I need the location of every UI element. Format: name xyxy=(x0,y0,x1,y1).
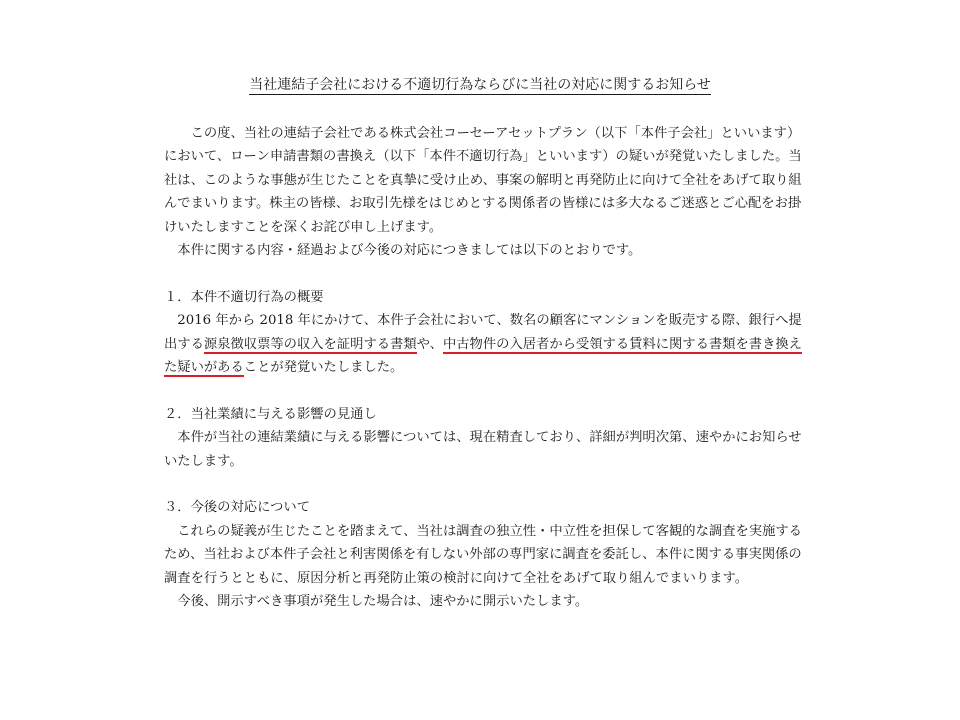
section3-closing-paragraph: 今後、開示すべき事項が発生した場合は、速やかに開示いたします。 xyxy=(177,594,589,610)
section2-paragraph: 本件が当社の連結業績に与える影響については、現在精査しており、詳細が判明次第、速やかにお知らせいたします。 xyxy=(164,430,802,469)
document-title-block xyxy=(0,76,960,94)
intro-paragraph: この度、当社の連結子会社である株式会社コーセーアセットプラン（以下「本件子会社」といいます）において、ローン申請書類の書換え（以下「本件不適切行為」といいます）の疑いが発覚いたしました。当社は、このような事態が生じたことを真摯に受け止め、事案の解明と再発防止に向けて全社をあげて取り組んでまいります。株主の皆様、お取引先様をはじめとする関係者の皆様には多大なるご迷惑とご心配をお掛けいたしますことを深くお詫び申し上げます。 xyxy=(164,126,802,235)
section3-heading: ３．今後の対応について xyxy=(164,500,310,516)
section2-heading: ２．当社業績に与える影響の見通し xyxy=(164,406,377,422)
section1-text-post: ことが発覚いたしました。 xyxy=(243,360,404,376)
document-title: 当社連結子会社における不適切行為ならびに当社の対応に関するお知らせ xyxy=(249,77,711,93)
section1-underlined-income-docs: 源泉徴収票等の収入を証明する書類 xyxy=(203,336,417,352)
document-body xyxy=(164,122,804,613)
intro-summary-paragraph: 本件に関する内容・経過および今後の対応につきましては以下のとおりです。 xyxy=(177,243,642,259)
spacer xyxy=(164,379,804,402)
section3-paragraph: これらの疑義が生じたことを踏まえて、当社は調査の独立性・中立性を担保して客観的な調査を実施するため、当社および本件子会社と利害関係を有しない外部の専門家に調査を委託し、本件に関する事実関係の調査を行うとともに、原因分析と再発防止策の検討に向けて全社をあげて取り組んでまいります。 xyxy=(164,523,802,586)
section1-text-mid: や、 xyxy=(416,336,443,352)
section1-text-pre: 2016 年から 2018 年にかけて、本件子会社において、数名の顧客にマンションを販売する際、銀行へ提出する xyxy=(164,313,802,352)
section1-paragraph xyxy=(164,309,804,379)
spacer xyxy=(164,473,804,496)
section1-underlined-rent-docs: 中古物件の入居者から受領する賃料に関する書類を書き換えた疑いがある xyxy=(164,336,802,376)
section1-heading: １．本件不適切行為の概要 xyxy=(164,289,324,305)
spacer xyxy=(164,262,804,285)
